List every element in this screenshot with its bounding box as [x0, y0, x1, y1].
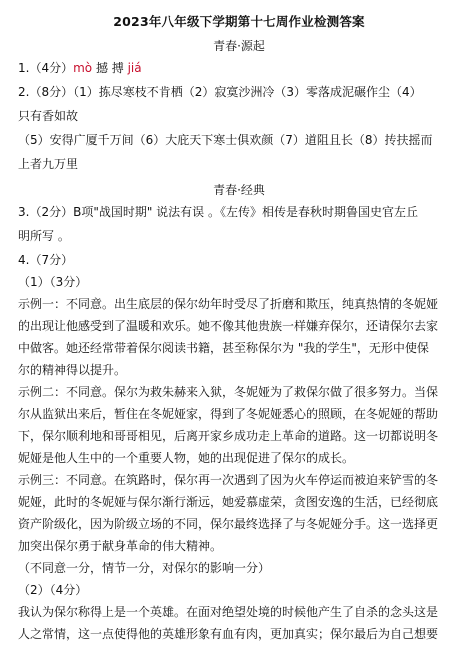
section-heading-origin: 青春·源起: [213, 39, 265, 53]
question-1-prefix: 1.（4分）: [18, 61, 74, 75]
example-3-line: 示例三：不同意。在筑路时，保尔再一次遇到了因为火车停运而被迫来铲雪的冬: [18, 473, 439, 487]
example-1-line: 尔的精神得以提升。: [18, 363, 127, 377]
example-3-line: 加突出保尔勇于献身革命的伟大精神。: [18, 539, 223, 553]
question-1-answer: [18, 60, 460, 76]
example-1-line: 示例一：不同意。出生底层的保尔幼年时受尽了折磨和欺压，纯真热情的冬妮娅: [18, 297, 439, 311]
question-3-line-2: 明所写 。: [18, 229, 70, 243]
example-1-line: 中做客。她还经常带着保尔阅读书籍，甚至称保尔为 "我的学生"，无形中使保: [18, 341, 429, 355]
scoring-note: （不同意一分，情节一分，对保尔的影响一分）: [18, 561, 271, 575]
section-heading-classic: 青春·经典: [213, 183, 265, 197]
document-title: 2023年八年级下学期第十七周作业检测答案: [113, 14, 365, 29]
question-2-line-1: 2.（8分）（1）拣尽寒枝不肯栖（2）寂寞沙洲冷（3）零落成泥碾作尘（4）: [18, 85, 422, 99]
pinyin-mo: mò: [73, 61, 93, 75]
question-4-part-1-heading: （1）（3分）: [18, 275, 88, 289]
example-3-line: 资产阶级化，因为阶级立场的不同，保尔最终选择了与冬妮娅分手。这一选择更: [18, 517, 439, 531]
question-2-line-2: 只有香如故: [18, 109, 79, 123]
example-1-line: 的出现让他感受到了温暖和欢乐。她不像其他贵族一样嫌弃保尔，还请保尔去家: [18, 319, 439, 333]
part-2-answer-line: 人之常情，这一点使得他的英雄形象有血有肉，更加真实；保尔最后为自己想要: [18, 627, 439, 641]
question-4-heading: 4.（7分）: [18, 253, 74, 267]
example-2-line: 示例二：不同意。保尔为救朱赫来入狱，冬妮娅为了救保尔做了很多努力。当保: [18, 385, 439, 399]
question-2-line-4: 上者九万里: [18, 157, 79, 171]
pinyin-jia: jiá: [127, 61, 142, 75]
example-3-line: 妮娅，此时的冬妮娅与保尔渐行渐远，她爱慕虚荣，贪图安逸的生活，已经彻底: [18, 495, 439, 509]
example-2-line: 下，保尔顺利地和哥哥相见，后离开家乡成功走上革命的道路。这一切都说明冬: [18, 429, 439, 443]
question-4-part-2-heading: （2）（4分）: [18, 583, 88, 597]
example-1: [18, 296, 460, 378]
question-1-middle: 撼 搏: [92, 61, 128, 75]
question-3-line-1: 3.（2分）B项"战国时期" 说法有误 。《左传》相传是春秋时期鲁国史官左丘: [18, 205, 418, 219]
example-2-line: 尔从监狱出来后，暂住在冬妮娅家，得到了冬妮娅悉心的照顾，在冬妮娅的帮助: [18, 407, 439, 421]
part-2-answer-line: 我认为保尔称得上是一个英雄。在面对绝望处境的时候他产生了自杀的念头这是: [18, 605, 439, 619]
question-2-line-3: （5）安得广厦千万间（6）大庇天下寒士俱欢颜（7）道阻且长（8）抟扶摇而: [18, 133, 433, 147]
example-2: [18, 384, 460, 466]
example-2-line: 妮娅是他人生中的一个重要人物，她的出现促进了保尔的成长。: [18, 451, 355, 465]
example-3: [18, 472, 460, 554]
